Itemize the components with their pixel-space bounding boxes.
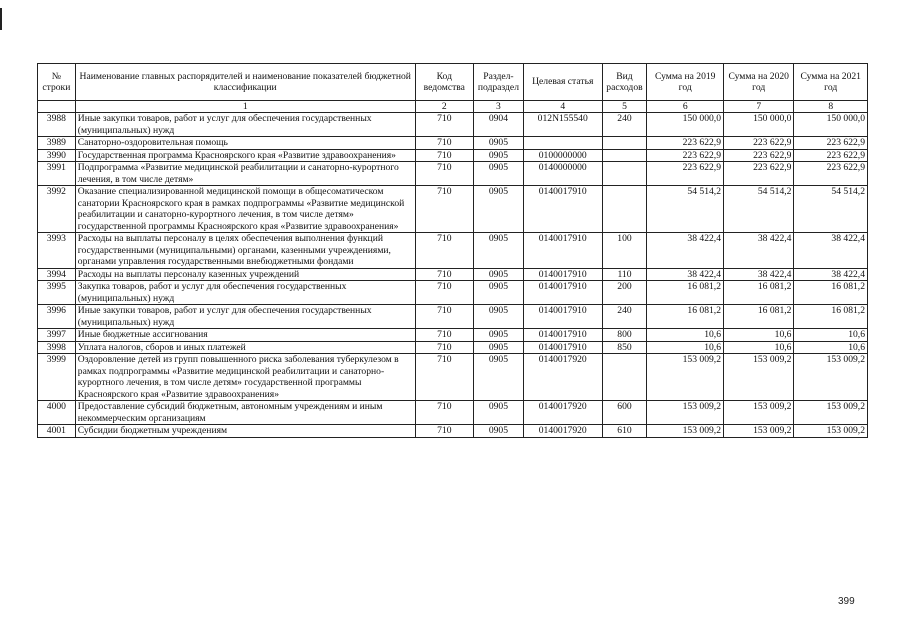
sum-2020-cell: 223 622,9: [724, 162, 794, 186]
section-cell: 0905: [473, 233, 523, 269]
department-code-cell: 710: [415, 341, 473, 354]
row-number-cell: 3989: [38, 137, 76, 150]
department-code-cell: 710: [415, 149, 473, 162]
sum-2019-cell: 153 009,2: [647, 425, 724, 438]
row-number-cell: 4000: [38, 401, 76, 425]
table-row: [38, 149, 868, 162]
column-number: 8: [794, 101, 868, 113]
column-number: 2: [415, 101, 473, 113]
expense-kind-cell: 610: [602, 425, 647, 438]
sum-2021-cell: 16 081,2: [794, 281, 868, 305]
header-sum-2019: Сумма на 2019 год: [647, 64, 724, 101]
sum-2020-cell: 223 622,9: [724, 137, 794, 150]
department-code-cell: 710: [415, 425, 473, 438]
sum-2019-cell: 153 009,2: [647, 401, 724, 425]
sum-2019-cell: 54 514,2: [647, 186, 724, 233]
name-cell: Уплата налогов, сборов и иных платежей: [75, 341, 415, 354]
expense-kind-cell: 110: [602, 268, 647, 281]
target-article-cell: 0140017920: [523, 425, 602, 438]
table-row: [38, 268, 868, 281]
name-cell: Расходы на выплаты персоналу в целях обеспечения выполнения функций государственными (муниципальными) органами, казенными учреждениями, органами управления государственными внебюджетными фондами: [75, 233, 415, 269]
header-department-code: Код ведомства: [415, 64, 473, 101]
name-cell: Иные закупки товаров, работ и услуг для обеспечения государственных (муниципальных) нужд: [75, 113, 415, 137]
section-cell: 0905: [473, 268, 523, 281]
row-number-cell: 3993: [38, 233, 76, 269]
row-number-cell: 3998: [38, 341, 76, 354]
row-number-cell: 3996: [38, 305, 76, 329]
header-row-number: № строки: [38, 64, 76, 101]
section-cell: 0905: [473, 401, 523, 425]
section-cell: 0905: [473, 137, 523, 150]
department-code-cell: 710: [415, 281, 473, 305]
sum-2021-cell: 38 422,4: [794, 268, 868, 281]
header-sum-2020: Сумма на 2020 год: [724, 64, 794, 101]
sum-2021-cell: 16 081,2: [794, 305, 868, 329]
sum-2021-cell: 223 622,9: [794, 149, 868, 162]
expense-kind-cell: 100: [602, 233, 647, 269]
expense-kind-cell: 850: [602, 341, 647, 354]
sum-2019-cell: 38 422,4: [647, 268, 724, 281]
table-row: [38, 162, 868, 186]
column-number: 5: [602, 101, 647, 113]
sum-2019-cell: 150 000,0: [647, 113, 724, 137]
section-cell: 0904: [473, 113, 523, 137]
department-code-cell: 710: [415, 354, 473, 401]
name-cell: Иные бюджетные ассигнования: [75, 329, 415, 342]
section-cell: 0905: [473, 341, 523, 354]
sum-2020-cell: 223 622,9: [724, 149, 794, 162]
sum-2021-cell: 153 009,2: [794, 401, 868, 425]
expense-kind-cell: 600: [602, 401, 647, 425]
sum-2020-cell: 150 000,0: [724, 113, 794, 137]
row-number-cell: 3988: [38, 113, 76, 137]
expense-kind-cell: [602, 162, 647, 186]
sum-2019-cell: 16 081,2: [647, 281, 724, 305]
column-number: 6: [647, 101, 724, 113]
sum-2020-cell: 54 514,2: [724, 186, 794, 233]
header-section: Раздел-подраздел: [473, 64, 523, 101]
target-article-cell: [523, 137, 602, 150]
target-article-cell: 0140017910: [523, 281, 602, 305]
section-cell: 0905: [473, 305, 523, 329]
section-cell: 0905: [473, 354, 523, 401]
department-code-cell: 710: [415, 401, 473, 425]
section-cell: 0905: [473, 162, 523, 186]
section-cell: 0905: [473, 149, 523, 162]
sum-2021-cell: 54 514,2: [794, 186, 868, 233]
table-row: [38, 329, 868, 342]
sum-2021-cell: 10,6: [794, 341, 868, 354]
row-number-cell: 3992: [38, 186, 76, 233]
sum-2021-cell: 153 009,2: [794, 425, 868, 438]
sum-2019-cell: 223 622,9: [647, 162, 724, 186]
department-code-cell: 710: [415, 162, 473, 186]
table-row: [38, 113, 868, 137]
sum-2020-cell: 153 009,2: [724, 401, 794, 425]
header-target-article: Целевая статья: [523, 64, 602, 101]
sum-2021-cell: 223 622,9: [794, 137, 868, 150]
expense-kind-cell: 240: [602, 113, 647, 137]
section-cell: 0905: [473, 281, 523, 305]
row-number-cell: 3995: [38, 281, 76, 305]
row-number-cell: 3991: [38, 162, 76, 186]
sum-2021-cell: 223 622,9: [794, 162, 868, 186]
name-cell: Расходы на выплаты персоналу казенных учреждений: [75, 268, 415, 281]
column-number: [38, 101, 76, 113]
table-row: [38, 401, 868, 425]
department-code-cell: 710: [415, 329, 473, 342]
header-row: [38, 64, 868, 101]
row-number-cell: 3997: [38, 329, 76, 342]
table-body: [38, 101, 868, 438]
sum-2019-cell: 10,6: [647, 341, 724, 354]
name-cell: Оздоровление детей из групп повышенного риска заболевания туберкулезом в рамках подпрограммы «Развитие медицинской реабилитации и санаторно-курортного лечения, в том числе детям» государственной программы Красноярского края «Развитие здравоохранения»: [75, 354, 415, 401]
target-article-cell: 0140017910: [523, 233, 602, 269]
department-code-cell: 710: [415, 268, 473, 281]
table-row: [38, 233, 868, 269]
name-cell: Оказание специализированной медицинской помощи в общесоматическом санатории Красноярского края в рамках подпрограммы «Развитие медицинской реабилитации и санаторно-курортного лечения, в том числе детям» государственной программы Красноярского края «Развитие здравоохранения»: [75, 186, 415, 233]
row-number-cell: 3990: [38, 149, 76, 162]
expense-kind-cell: [602, 354, 647, 401]
expense-kind-cell: 200: [602, 281, 647, 305]
target-article-cell: 012N155540: [523, 113, 602, 137]
expense-kind-cell: [602, 149, 647, 162]
row-number-cell: 3994: [38, 268, 76, 281]
sum-2021-cell: 38 422,4: [794, 233, 868, 269]
header-sum-2021: Сумма на 2021 год: [794, 64, 868, 101]
sum-2019-cell: 38 422,4: [647, 233, 724, 269]
page-edge-mark: [0, 8, 2, 30]
table-row: [38, 281, 868, 305]
table-row: [38, 425, 868, 438]
department-code-cell: 710: [415, 233, 473, 269]
column-number: 7: [724, 101, 794, 113]
section-cell: 0905: [473, 329, 523, 342]
target-article-cell: 0140017920: [523, 401, 602, 425]
sum-2021-cell: 150 000,0: [794, 113, 868, 137]
sum-2019-cell: 153 009,2: [647, 354, 724, 401]
section-cell: 0905: [473, 425, 523, 438]
target-article-cell: 0140017910: [523, 268, 602, 281]
sum-2020-cell: 10,6: [724, 341, 794, 354]
sum-2019-cell: 16 081,2: [647, 305, 724, 329]
sum-2019-cell: 223 622,9: [647, 149, 724, 162]
column-number: 3: [473, 101, 523, 113]
column-number: 1: [75, 101, 415, 113]
name-cell: Санаторно-оздоровительная помощь: [75, 137, 415, 150]
name-cell: Закупка товаров, работ и услуг для обеспечения государственных (муниципальных) нужд: [75, 281, 415, 305]
budget-table: [37, 63, 868, 438]
name-cell: Иные закупки товаров, работ и услуг для обеспечения государственных (муниципальных) нужд: [75, 305, 415, 329]
sum-2020-cell: 16 081,2: [724, 305, 794, 329]
department-code-cell: 710: [415, 137, 473, 150]
name-cell: Подпрограмма «Развитие медицинской реабилитации и санаторно-курортного лечения, в том числе детям»: [75, 162, 415, 186]
name-cell: Государственная программа Красноярского края «Развитие здравоохранения»: [75, 149, 415, 162]
header-name: Наименование главных распорядителей и наименование показателей бюджетной классификации: [75, 64, 415, 101]
target-article-cell: 0140017910: [523, 341, 602, 354]
table-row: [38, 305, 868, 329]
header-expense-kind: Вид расходов: [602, 64, 647, 101]
column-number-row: [38, 101, 868, 113]
expense-kind-cell: 800: [602, 329, 647, 342]
expense-kind-cell: 240: [602, 305, 647, 329]
table-row: [38, 354, 868, 401]
sum-2020-cell: 38 422,4: [724, 268, 794, 281]
sum-2020-cell: 10,6: [724, 329, 794, 342]
sum-2020-cell: 38 422,4: [724, 233, 794, 269]
target-article-cell: 0140017920: [523, 354, 602, 401]
target-article-cell: 0140000000: [523, 162, 602, 186]
sum-2019-cell: 223 622,9: [647, 137, 724, 150]
sum-2021-cell: 10,6: [794, 329, 868, 342]
department-code-cell: 710: [415, 113, 473, 137]
sum-2019-cell: 10,6: [647, 329, 724, 342]
sum-2020-cell: 16 081,2: [724, 281, 794, 305]
expense-kind-cell: [602, 186, 647, 233]
table-row: [38, 137, 868, 150]
sum-2020-cell: 153 009,2: [724, 354, 794, 401]
page-number: 399: [838, 596, 855, 607]
department-code-cell: 710: [415, 305, 473, 329]
column-number: 4: [523, 101, 602, 113]
sum-2020-cell: 153 009,2: [724, 425, 794, 438]
expense-kind-cell: [602, 137, 647, 150]
target-article-cell: 0140017910: [523, 305, 602, 329]
name-cell: Субсидии бюджетным учреждениям: [75, 425, 415, 438]
target-article-cell: 0100000000: [523, 149, 602, 162]
sum-2021-cell: 153 009,2: [794, 354, 868, 401]
name-cell: Предоставление субсидий бюджетным, автономным учреждениям и иным некоммерческим организациям: [75, 401, 415, 425]
department-code-cell: 710: [415, 186, 473, 233]
row-number-cell: 3999: [38, 354, 76, 401]
row-number-cell: 4001: [38, 425, 76, 438]
target-article-cell: 0140017910: [523, 329, 602, 342]
table-row: [38, 341, 868, 354]
table-row: [38, 186, 868, 233]
target-article-cell: 0140017910: [523, 186, 602, 233]
section-cell: 0905: [473, 186, 523, 233]
